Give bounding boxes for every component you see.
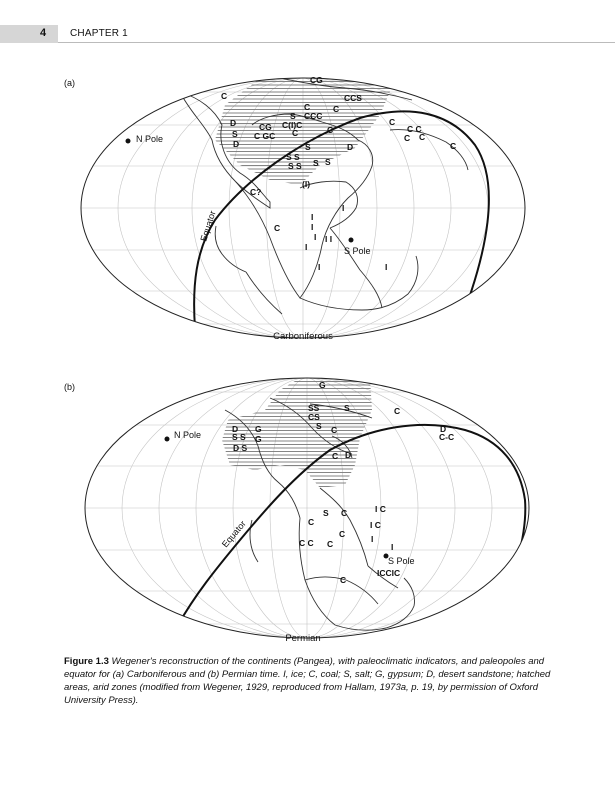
indicator: D bbox=[233, 139, 240, 149]
map-b-caption: Permian bbox=[285, 633, 321, 644]
indicator: C bbox=[327, 539, 334, 549]
indicator: D S bbox=[233, 443, 248, 453]
indicator: C bbox=[221, 91, 228, 101]
indicator: C GC bbox=[254, 131, 276, 141]
indicator: ICCIC bbox=[377, 568, 401, 578]
panel-a-label: (a) bbox=[64, 78, 75, 88]
header-tab bbox=[0, 25, 58, 43]
north-pole-marker bbox=[126, 139, 131, 144]
south-pole-label: S Pole bbox=[388, 556, 415, 566]
indicator: I bbox=[391, 542, 394, 552]
indicator: S bbox=[323, 508, 329, 518]
indicator: I bbox=[371, 534, 374, 544]
indicator: C? bbox=[250, 187, 262, 197]
header-rule bbox=[58, 42, 615, 43]
indicator: CCC bbox=[304, 111, 323, 121]
equator-label: Equator bbox=[219, 518, 248, 550]
graticule-a bbox=[60, 78, 540, 338]
indicator: C C bbox=[407, 124, 422, 134]
indicator: I bbox=[314, 232, 317, 242]
indicator: S bbox=[290, 111, 296, 121]
indicator: I bbox=[305, 242, 308, 252]
indicator: C bbox=[340, 575, 347, 585]
indicator: SS bbox=[308, 403, 320, 413]
indicator: CS bbox=[308, 412, 320, 422]
indicator: D bbox=[232, 424, 239, 434]
indicator: I C bbox=[375, 504, 386, 514]
equator-label: Equator bbox=[198, 209, 218, 243]
indicator: G bbox=[255, 424, 262, 434]
north-pole-label: N Pole bbox=[174, 430, 202, 440]
indicator: C C bbox=[299, 538, 314, 548]
indicator: S bbox=[316, 421, 322, 431]
figure-number: Figure 1.3 bbox=[64, 656, 109, 667]
map-a-caption: Carboniferous bbox=[273, 331, 333, 342]
indicator: C bbox=[389, 117, 396, 127]
indicator: C-C bbox=[439, 432, 455, 442]
indicator: S bbox=[344, 403, 350, 413]
indicator: C bbox=[419, 132, 426, 142]
indicator: CG bbox=[259, 122, 272, 132]
indicator: I C bbox=[370, 520, 381, 530]
north-pole-label: N Pole bbox=[136, 134, 164, 144]
map-a-svg bbox=[0, 70, 615, 350]
indicator: D bbox=[440, 424, 447, 434]
indicator: C bbox=[450, 141, 457, 151]
chapter-title: CHAPTER 1 bbox=[70, 28, 128, 39]
page-number: 4 bbox=[40, 27, 47, 39]
indicator: G bbox=[319, 380, 326, 390]
indicator: C bbox=[394, 406, 401, 416]
panel-b-label: (b) bbox=[64, 382, 75, 392]
indicator: C bbox=[332, 451, 339, 461]
graticule-b bbox=[60, 378, 550, 638]
indicator: CCS bbox=[344, 93, 362, 103]
indicator: I bbox=[342, 203, 345, 213]
map-b-svg bbox=[0, 370, 615, 650]
indicator: I bbox=[385, 262, 388, 272]
indicator: S S bbox=[288, 161, 302, 171]
indicator: CG bbox=[310, 75, 323, 85]
indicator: S bbox=[325, 157, 331, 167]
indicator: S bbox=[305, 142, 311, 152]
indicator: I bbox=[318, 262, 321, 272]
indicator: C bbox=[404, 133, 411, 143]
page-header bbox=[0, 25, 615, 43]
indicator: S S bbox=[232, 432, 246, 442]
indicator: C bbox=[304, 102, 311, 112]
map-carboniferous bbox=[0, 70, 615, 350]
indicator: I bbox=[311, 222, 314, 232]
indicator: S bbox=[313, 158, 319, 168]
indicator: D bbox=[345, 450, 352, 460]
south-pole-marker bbox=[349, 238, 354, 243]
indicator: D bbox=[230, 118, 237, 128]
indicator: C bbox=[333, 104, 340, 114]
indicator: I I bbox=[325, 234, 333, 244]
indicator: D bbox=[347, 142, 354, 152]
south-pole-label: S Pole bbox=[344, 246, 371, 256]
indicator: (I) bbox=[302, 179, 311, 189]
indicator: S S bbox=[286, 152, 300, 162]
indicator: C bbox=[331, 425, 338, 435]
north-pole-marker bbox=[165, 437, 170, 442]
indicator: C bbox=[274, 223, 281, 233]
map-permian bbox=[0, 370, 615, 650]
indicator: C bbox=[339, 529, 346, 539]
indicator: C bbox=[292, 128, 299, 138]
figure-caption-text: Wegener's reconstruction of the continents (Pangea), with paleoclimatic indicators, and paleopoles and equator for (a) Carboniferous and (b) Permian time. I, ice; C, coal; S, salt; G, gypsum; D, desert sandstone; hatched areas, arid zones (modified from Wegener, 1929, reproduced from Hallam, 1973a, p. 19, by permission of Oxford University Press). bbox=[64, 656, 551, 706]
indicator: I bbox=[311, 212, 314, 222]
indicator: C(I)C bbox=[282, 120, 303, 130]
indicator: C bbox=[341, 508, 348, 518]
indicator: C bbox=[327, 125, 334, 135]
indicator: S bbox=[232, 129, 238, 139]
indicator: C bbox=[308, 517, 315, 527]
figure-caption bbox=[64, 655, 564, 707]
indicator: G bbox=[255, 434, 262, 444]
